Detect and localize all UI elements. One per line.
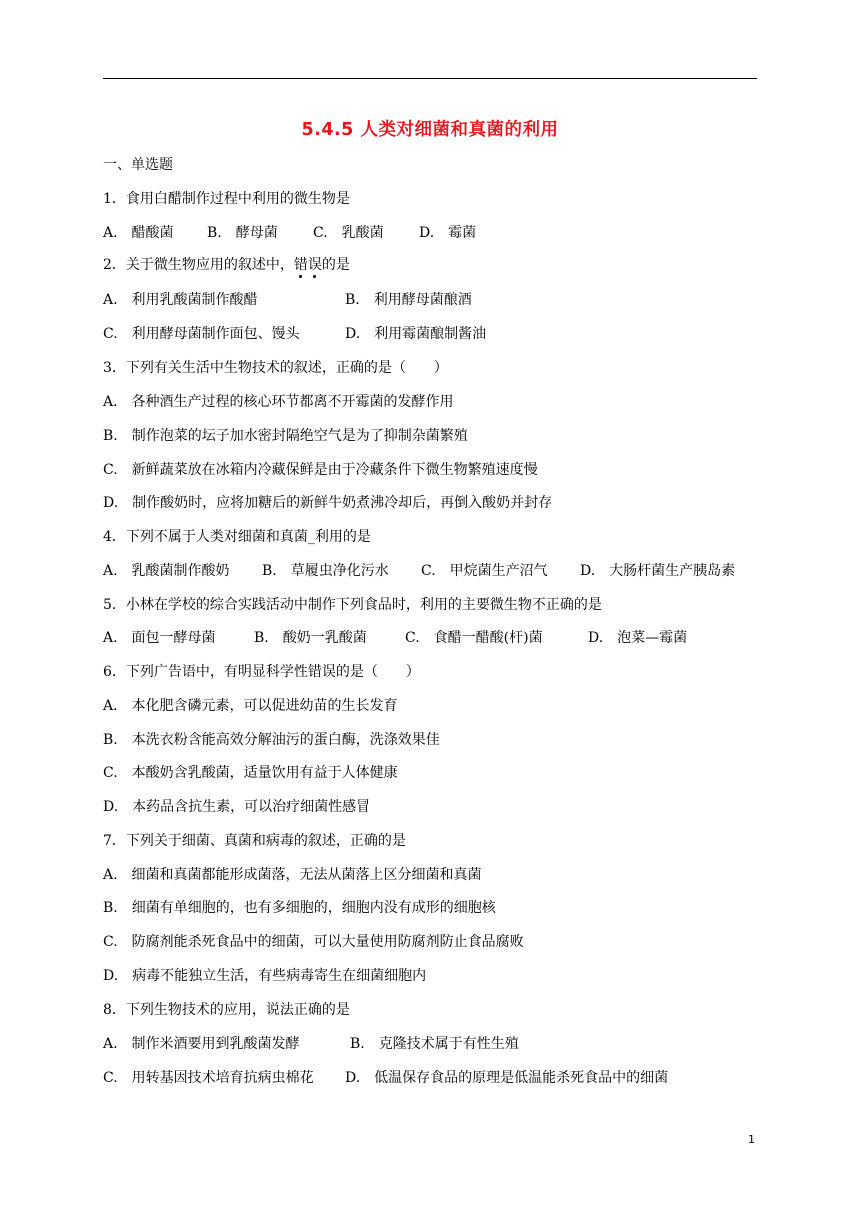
question-2-emphasis-1: 错 bbox=[293, 257, 308, 273]
question-3-option-c: C. 新鲜蔬菜放在冰箱内冷藏保鲜是由于冷藏条件下微生物繁殖速度慢 bbox=[103, 462, 538, 478]
question-3-option-b: B. 制作泡菜的坛子加水密封隔绝空气是为了抑制杂菌繁殖 bbox=[103, 428, 468, 444]
question-7-option-c: C. 防腐剂能杀死食品中的细菌，可以大量使用防腐剂防止食品腐败 bbox=[103, 934, 524, 950]
question-1-option-c: C. 乳酸菌 bbox=[313, 225, 384, 241]
question-5-option-c: C. 食醋一醋酸(杆)菌 bbox=[405, 630, 543, 646]
question-7-option-b: B. 细菌有单细胞的，也有多细胞的，细胞内没有成形的细胞核 bbox=[103, 900, 496, 916]
question-2-option-a: A. 利用乳酸菌制作酸醋 bbox=[103, 292, 258, 308]
question-4-option-c: C. 甲烷菌生产沼气 bbox=[421, 563, 548, 579]
question-3-option-a: A. 各种酒生产过程的核心环节都离不开霉菌的发酵作用 bbox=[103, 394, 454, 410]
question-3-stem: 3．下列有关生活中生物技术的叙述，正确的是（ ） bbox=[103, 360, 448, 376]
section-heading: 一、单选题 bbox=[103, 157, 173, 173]
question-3-option-d: D. 制作酸奶时，应将加糖后的新鲜牛奶煮沸冷却后，再倒入酸奶并封存 bbox=[103, 495, 553, 511]
question-1-option-b: B. 酵母菌 bbox=[207, 225, 278, 241]
question-2-option-d: D. 利用霉菌酿制酱油 bbox=[345, 326, 487, 342]
question-4-option-d: D. 大肠杆菌生产胰岛素 bbox=[580, 563, 736, 579]
question-5-option-d: D. 泡菜—霉菌 bbox=[588, 630, 688, 646]
question-2-option-c: C. 利用酵母菌制作面包、馒头 bbox=[103, 326, 300, 342]
question-8-option-c: C. 用转基因技术培育抗病虫棉花 bbox=[103, 1070, 314, 1086]
question-4-option-a: A. 乳酸菌制作酸奶 bbox=[103, 563, 230, 579]
question-6-option-c: C. 本酸奶含乳酸菌，适量饮用有益于人体健康 bbox=[103, 765, 398, 781]
page-title: 5.4.5 人类对细菌和真菌的利用 bbox=[301, 120, 559, 140]
question-1-option-a: A. 醋酸菌 bbox=[103, 225, 174, 241]
header-rule bbox=[103, 78, 757, 79]
question-5-option-a: A. 面包一酵母菌 bbox=[103, 630, 216, 646]
question-8-option-d: D. 低温保存食品的原理是低温能杀死食品中的细菌 bbox=[345, 1070, 669, 1086]
question-2-option-b: B. 利用酵母菌酿酒 bbox=[345, 292, 472, 308]
question-6-option-a: A. 本化肥含磷元素，可以促进幼苗的生长发育 bbox=[103, 698, 398, 714]
question-7-option-a: A. 细菌和真菌都能形成菌落，无法从菌落上区分细菌和真菌 bbox=[103, 867, 482, 883]
question-6-stem: 6．下列广告语中，有明显科学性错误的是（ ） bbox=[103, 664, 420, 680]
question-5-option-b: B. 酸奶一乳酸菌 bbox=[254, 630, 367, 646]
question-7-option-d: D. 病毒不能独立生活，有些病毒寄生在细菌细胞内 bbox=[103, 968, 427, 984]
question-2-stem bbox=[103, 256, 350, 274]
question-2-emphasis-2: 误 bbox=[307, 257, 322, 273]
question-4-option-b: B. 草履虫净化污水 bbox=[262, 563, 389, 579]
page-number: 1 bbox=[748, 1133, 755, 1146]
question-8-option-a: A. 制作米酒要用到乳酸菌发酵 bbox=[103, 1036, 300, 1052]
question-2-stem-end: 的是 bbox=[321, 257, 350, 273]
question-2-stem-start: 2．关于微生物应用的叙述中， bbox=[103, 257, 294, 273]
question-1-stem: 1．食用白醋制作过程中利用的微生物是 bbox=[103, 191, 350, 207]
question-8-option-b: B. 克隆技术属于有性生殖 bbox=[350, 1036, 519, 1052]
question-6-option-b: B. 本洗衣粉含能高效分解油污的蛋白酶，洗涤效果佳 bbox=[103, 732, 440, 748]
question-4-stem: 4．下列不属于人类对细菌和真菌_利用的是 bbox=[103, 529, 371, 545]
question-6-option-d: D. 本药品含抗生素，可以治疗细菌性感冒 bbox=[103, 799, 371, 815]
question-7-stem: 7．下列关于细菌、真菌和病毒的叙述，正确的是 bbox=[103, 833, 406, 849]
question-1-option-d: D. 霉菌 bbox=[419, 225, 477, 241]
question-5-stem: 5．小林在学校的综合实践活动中制作下列食品时，利用的主要微生物不正确的是 bbox=[103, 597, 602, 613]
question-8-stem: 8．下列生物技术的应用，说法正确的是 bbox=[103, 1002, 350, 1018]
